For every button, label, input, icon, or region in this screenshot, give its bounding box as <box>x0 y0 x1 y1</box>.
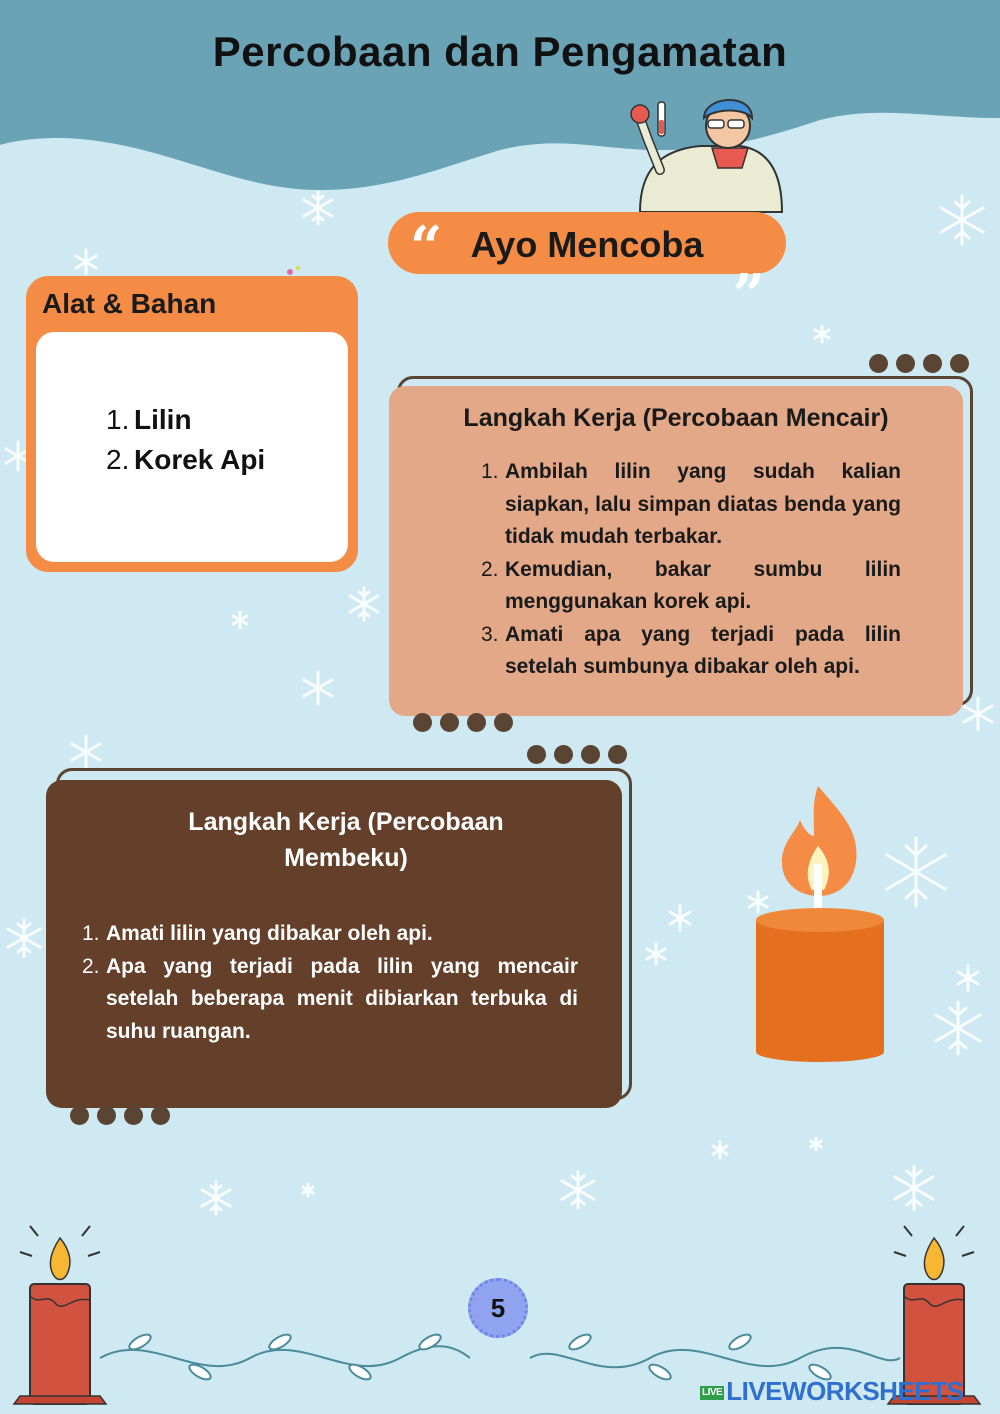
banner-text: Ayo Mencoba <box>470 224 704 265</box>
candle-flame-icon <box>756 786 884 1062</box>
decor-dot <box>896 354 915 373</box>
decor-dot <box>554 745 573 764</box>
vine-border-ornament <box>100 1332 900 1383</box>
open-quote-icon: “ <box>410 214 443 280</box>
decor-dot <box>467 713 486 732</box>
list-item: 1. Ambilah lilin yang sudah kalian siapkan, lalu simpan diatas benda yang tidak mudah terbakar. <box>481 460 901 548</box>
decor-dot <box>440 713 459 732</box>
tool-item-label: Lilin <box>134 404 192 435</box>
decor-dot <box>70 1106 89 1125</box>
page-number-badge <box>468 1278 528 1338</box>
list-item: 2. Kemudian, bakar sumbu lilin menggunakan korek api. <box>481 557 901 613</box>
page-number: 5 <box>490 1293 506 1323</box>
decor-dot <box>413 713 432 732</box>
decor-dot <box>923 354 942 373</box>
tools-list-panel <box>36 332 348 562</box>
decor-dot <box>950 354 969 373</box>
close-quote-icon: „ <box>733 230 766 296</box>
freezing-title: Langkah Kerja (Percobaan Membeku) <box>188 808 504 872</box>
melting-steps-list <box>481 456 901 684</box>
melting-title: Langkah Kerja (Percobaan Mencair) <box>463 404 889 432</box>
watermark <box>700 1376 963 1407</box>
list-item: 3. Amati apa yang terjadi pada lilin setelah sumbunya dibakar oleh api. <box>481 622 901 678</box>
decor-dot <box>527 745 546 764</box>
tool-item-label: Korek Api <box>134 444 266 475</box>
watermark-text: LIVEWORKSHEETS <box>726 1376 964 1406</box>
watermark-badge: LIVE <box>702 1387 723 1399</box>
decor-dot <box>151 1106 170 1125</box>
decor-dot <box>124 1106 143 1125</box>
list-item: 2. Korek Api <box>106 444 266 475</box>
page-title: Percobaan dan Pengamatan <box>212 28 788 75</box>
list-item: 1. Amati lilin yang dibakar oleh api. <box>82 922 433 945</box>
decor-dot <box>494 713 513 732</box>
freezing-steps-card <box>46 780 622 1108</box>
list-item: 1. Lilin <box>106 404 192 435</box>
decor-dot <box>97 1106 116 1125</box>
list-item: 2. Apa yang terjadi pada lilin yang mencair setelah beberapa menit dibiarkan terbuka di suhu ruangan. <box>82 954 578 1043</box>
decor-dot <box>869 354 888 373</box>
freezing-steps-list <box>82 918 578 1048</box>
tools-list <box>106 400 265 480</box>
melting-steps-card <box>389 386 963 716</box>
decor-dot <box>581 745 600 764</box>
decor-dot <box>608 745 627 764</box>
tools-card <box>26 276 358 572</box>
tools-title: Alat & Bahan <box>42 288 217 319</box>
ayo-mencoba-banner <box>388 212 786 296</box>
